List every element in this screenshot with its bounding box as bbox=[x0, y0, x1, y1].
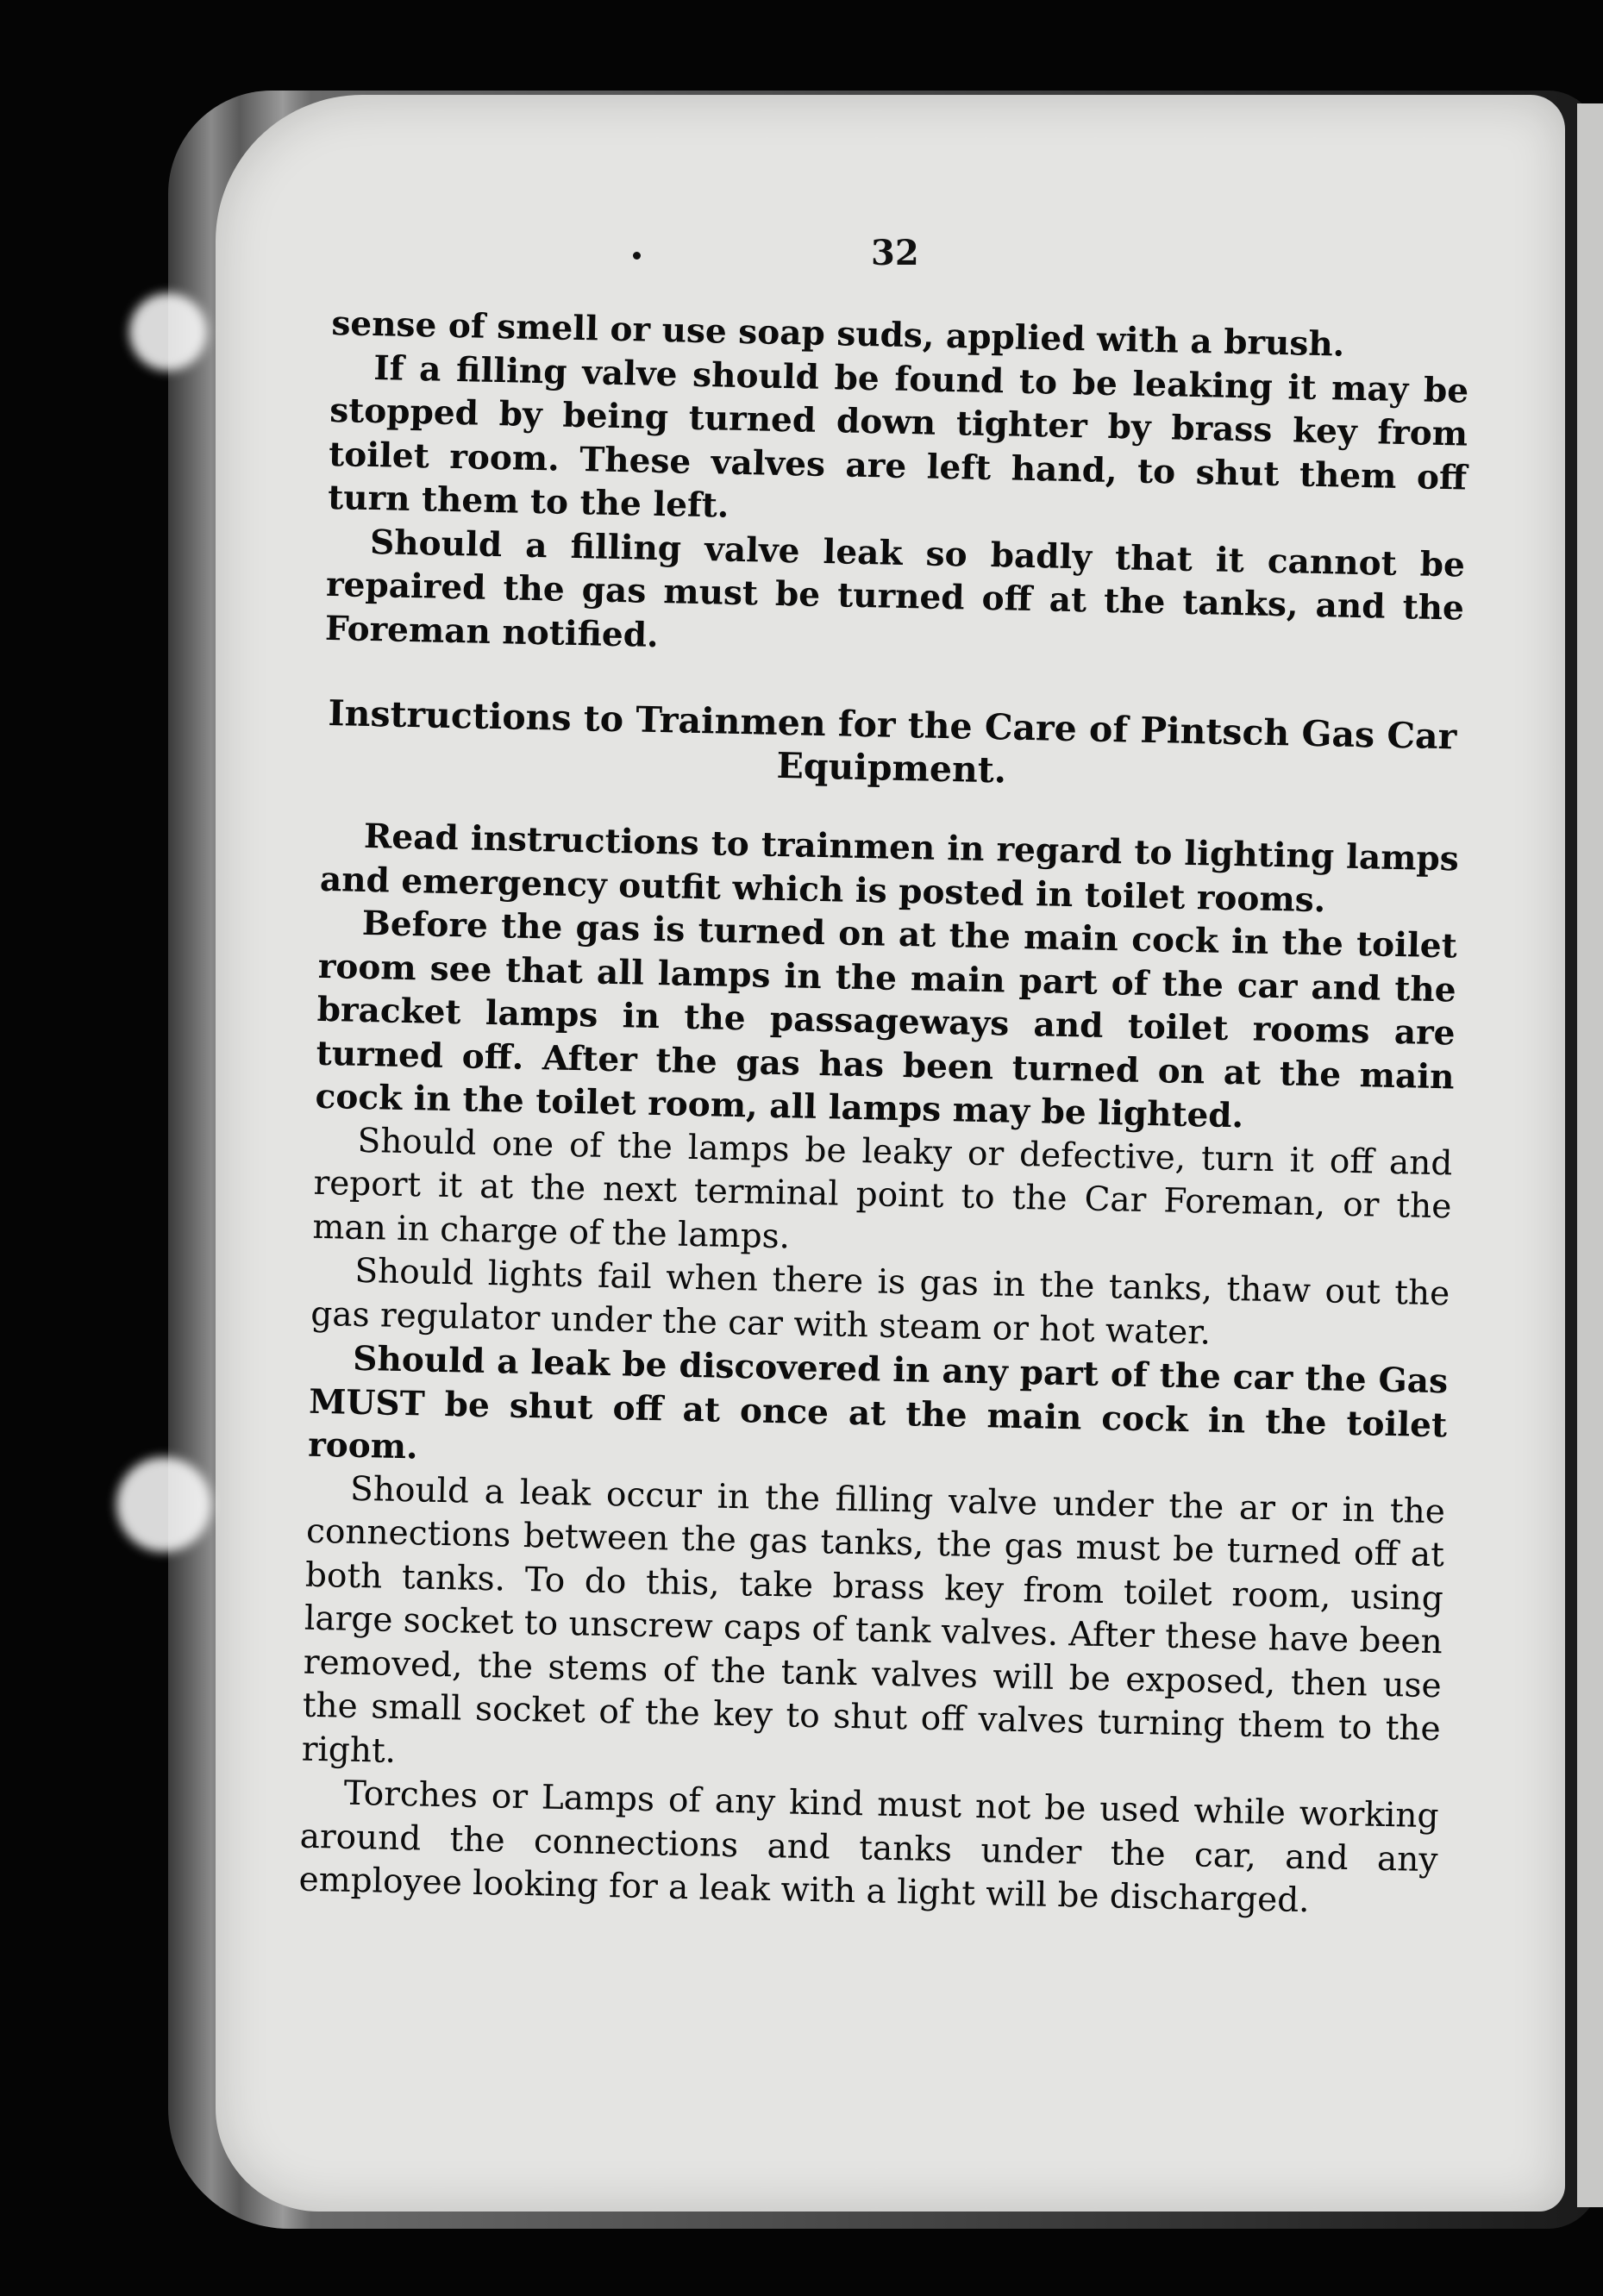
paragraph-1: sense of smell or use soap suds, applied with a brush. bbox=[330, 303, 1345, 365]
paragraph-3: Should a filling valve leak so badly that it cannot be repaired the gas must be turned off at the tanks, and the Foreman notified. bbox=[324, 522, 1466, 655]
section-heading: Instructions to Trainmen for the Care of Pintsch Gas Car Equipment. bbox=[328, 692, 1457, 791]
body-paragraph-6: Should a leak occur in the filling valve under the ar or in the connections between the gas tanks, the gas must be turned off at both tanks. To do this, take brass key from toilet room, using large socket to unscrew caps of tank valves. After these have been removed, the stems of the tank valves will be exposed, then use the small socket of the key to shut off valves turning them to the right. bbox=[301, 1469, 1446, 1771]
facing-page-edge bbox=[1577, 103, 1603, 2207]
body-paragraph-2: Before the gas is turned on at the main cock in the toilet room see that all lamps in the main part of the car and the bracket lamps in the passageways and toilet rooms are turned off. After the gas has been turned on at the main cock in the toilet room, all lamps may be lighted. bbox=[315, 903, 1458, 1136]
body-paragraph-4: Should lights fail when there is gas in the tanks, thaw out the gas regulator under the car with steam or hot water. bbox=[310, 1251, 1450, 1353]
book-spine-shadow bbox=[1565, 99, 1577, 2216]
body-paragraph-1: Read instructions to trainmen in regard to lighting lamps and emergency outfit which is posted in toilet rooms. bbox=[319, 816, 1460, 920]
paper-tear-bottom bbox=[116, 1457, 211, 1552]
body-paragraph-5: Should a leak be discovered in any part of the car the Gas MUST be shut off at once at the main cock in the toilet room. bbox=[307, 1338, 1449, 1467]
body-paragraph-7: Torches or Lamps of any kind must not be used while working around the connections and tanks under the car, and any employee looking for a leak with a light will be discharged. bbox=[298, 1774, 1439, 1921]
page-number: 32 bbox=[871, 233, 919, 273]
paragraph-2: If a filling valve should be found to be leaking it may be stopped by being turned down tighter by brass key from toilet room. These valves are left hand, to shut them off turn them to the left. bbox=[327, 347, 1469, 526]
page-dot-mark bbox=[633, 252, 641, 260]
page-text bbox=[298, 302, 1470, 1926]
body-paragraph-3: Should one of the lamps be leaky or defective, turn it off and report it at the next terminal point to the Car Foreman, or the man in charge of the lamps. bbox=[312, 1121, 1453, 1256]
paper-tear-top bbox=[129, 293, 207, 371]
